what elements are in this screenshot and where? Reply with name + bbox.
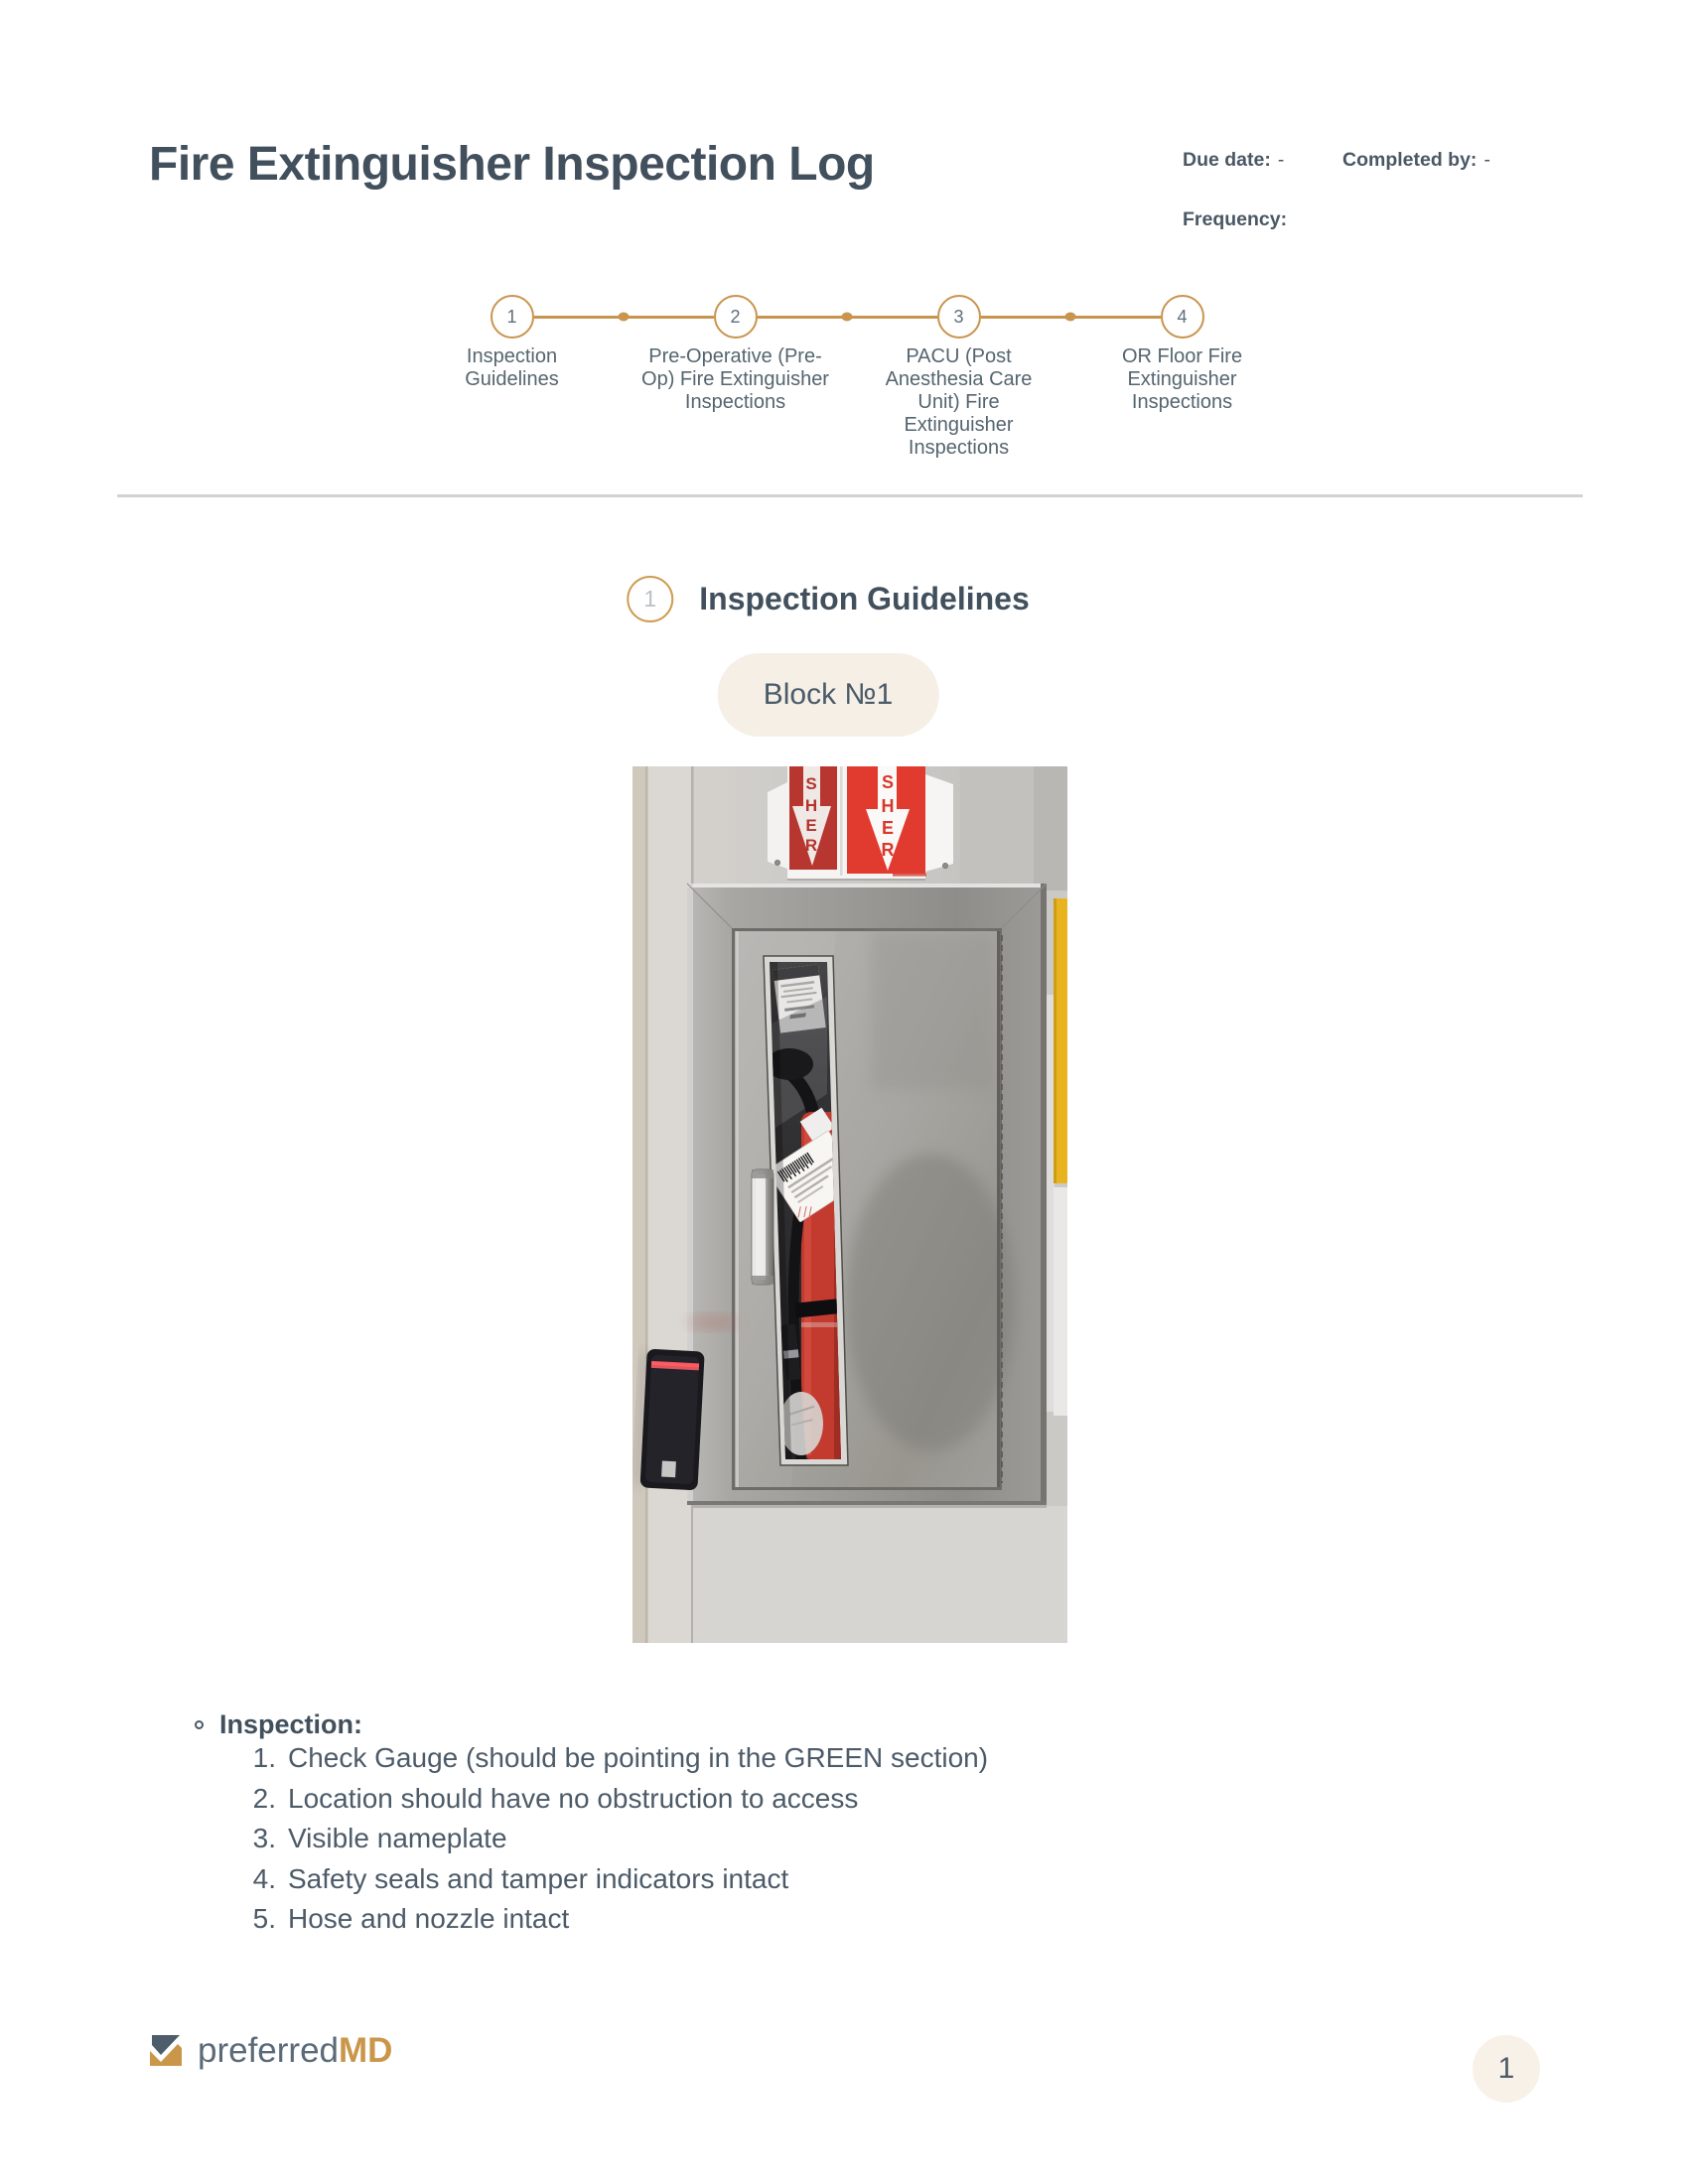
step-number: 4 (1177, 306, 1188, 327)
inspection-item (238, 1863, 988, 1904)
card-reader (634, 1348, 704, 1490)
cabinet-door (686, 931, 1015, 1487)
completed-by-label: Completed by: (1342, 149, 1477, 171)
due-date-field (1183, 149, 1284, 172)
item-text: Hose and nozzle intact (288, 1903, 570, 1934)
block-badge: Block №1 (718, 653, 939, 737)
completed-by-field (1342, 149, 1490, 172)
step-label: PACU (Post Anesthesia Care Unit) Fire Extinguisher Inspections (885, 345, 1033, 459)
door-handle (752, 1169, 774, 1285)
page-number: 1 (1497, 2052, 1515, 2085)
step-number: 3 (953, 306, 964, 327)
svg-text:H: H (804, 796, 818, 815)
fire-extinguisher-arrow-sign (768, 766, 953, 881)
item-number: 3. (252, 1823, 276, 1853)
stepper-step-or-floor-inspections[interactable] (1070, 295, 1294, 460)
svg-text:S: S (805, 774, 817, 793)
svg-text:S: S (881, 772, 895, 792)
stepper-step-preop-inspections[interactable] (624, 295, 847, 460)
section-title: Inspection Guidelines (699, 581, 1030, 616)
step-circle (937, 295, 981, 339)
frequency-label: Frequency: (1183, 208, 1288, 230)
item-text: Safety seals and tamper indicators intact (288, 1862, 789, 1894)
inspection-item (238, 1823, 988, 1863)
item-text: Visible nameplate (288, 1823, 507, 1853)
brand-name: preferredMD (198, 2031, 393, 2070)
preferredmd-logo-icon (147, 2033, 189, 2070)
section-number: 1 (643, 586, 657, 612)
item-number: 1. (252, 1742, 276, 1773)
stepper-step-inspection-guidelines[interactable] (400, 295, 624, 460)
step-label: Inspection Guidelines (465, 345, 559, 390)
step-number: 1 (506, 306, 517, 327)
inspection-list (238, 1742, 988, 1944)
item-text: Check Gauge (should be pointing in the GREEN section) (288, 1742, 989, 1773)
horizontal-divider (117, 494, 1583, 497)
inspection-item (238, 1742, 988, 1783)
due-date-value: - (1277, 149, 1285, 171)
inspection-heading (195, 1709, 362, 1740)
step-number: 2 (730, 306, 741, 327)
completed-by-value: - (1483, 149, 1490, 171)
stepper-connector (758, 316, 937, 319)
item-number: 5. (252, 1903, 276, 1934)
due-date-label: Due date: (1183, 149, 1271, 171)
stepper-connector (534, 316, 714, 319)
svg-text:R: R (804, 836, 818, 855)
frequency-field (1183, 208, 1294, 231)
circle-bullet-icon (195, 1720, 204, 1729)
step-label: OR Floor Fire Extinguisher Inspections (1121, 345, 1243, 413)
brand-suffix: MD (339, 2031, 393, 2070)
brand-logo (147, 2031, 392, 2071)
fire-extinguisher-cabinet-photo (633, 766, 1067, 1643)
page-number-badge (1473, 2035, 1540, 2103)
progress-stepper (400, 295, 1294, 460)
svg-text:R: R (881, 840, 895, 860)
stepper-step-pacu-inspections[interactable] (847, 295, 1070, 460)
item-number: 2. (252, 1782, 276, 1814)
page-title: Fire Extinguisher Inspection Log (149, 138, 875, 191)
step-label: Pre-Operative (Pre-Op) Fire Extinguisher Inspections (641, 345, 829, 413)
inspection-item (238, 1903, 988, 1944)
section-number-circle (627, 576, 673, 622)
stepper-connector (981, 316, 1161, 319)
inspection-item (238, 1783, 988, 1824)
item-text: Location should have no obstruction to access (288, 1782, 859, 1814)
step-circle (714, 295, 758, 339)
yellow-wall-object (1054, 898, 1067, 1416)
svg-text:H: H (881, 796, 895, 816)
item-number: 4. (252, 1862, 276, 1894)
section-heading (627, 576, 1030, 622)
inspection-heading-label: Inspection: (219, 1709, 363, 1739)
svg-text:E: E (805, 816, 817, 835)
step-circle (491, 295, 534, 339)
svg-text:E: E (881, 818, 895, 838)
step-circle (1161, 295, 1204, 339)
